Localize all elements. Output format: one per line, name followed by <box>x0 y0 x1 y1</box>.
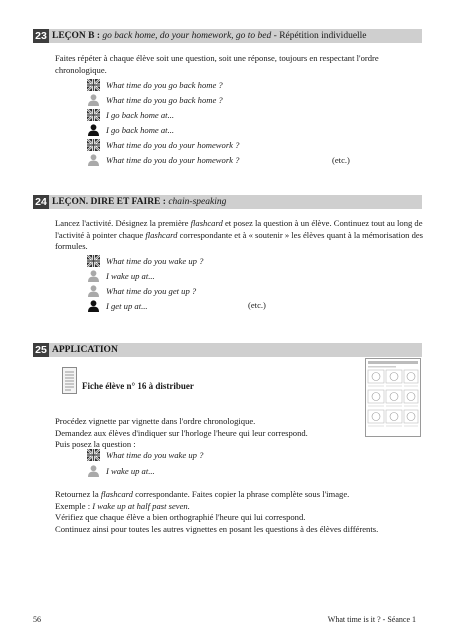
section-23-header <box>33 29 422 43</box>
section-25-procedure: Procédez vignette par vignette dans l'ordre chronologique. Demandez aux élèves d'indiquer sur l'horloge l'heure qui leur correspond. Puis posez la question : <box>55 416 308 449</box>
dialogue-line <box>87 138 239 152</box>
section-title: LEÇON B : go back home, do your homework, go to bed - Répétition individuelle <box>52 31 367 41</box>
dialogue-line <box>87 153 239 167</box>
section-25-follow-up: Retournez la flashcard correspondante. Faites copier la phrase complète sous l'image. Exemple : I wake up at half past seven. Vérifiez que chaque élève a bien orthographié l'heure qui lui correspond. Continuez ainsi pour toutes les autres vignettes en posant les questions à des élèves différents. <box>55 489 379 534</box>
dialogue-line <box>87 108 174 122</box>
dialogue-text: What time do you wake up ? <box>106 450 204 460</box>
dialogue-line <box>87 284 196 298</box>
dialogue-line <box>87 93 223 107</box>
grey-person-icon <box>87 270 100 282</box>
dialogue-text: What time do you go back home ? <box>106 95 223 105</box>
dialogue-text: What time do you do your homework ? <box>106 155 240 165</box>
black-person-icon <box>87 300 100 312</box>
page-number: 56 <box>33 615 41 624</box>
section-24-header <box>33 195 422 209</box>
dialogue-line <box>87 464 155 478</box>
dialogue-line <box>87 254 203 268</box>
section-title: APPLICATION <box>52 345 118 355</box>
dialogue-text: What time do you go back home ? <box>106 80 223 90</box>
black-person-icon <box>87 124 100 136</box>
section-title: LEÇON. DIRE ET FAIRE : chain-speaking <box>52 197 227 207</box>
dialogue-line <box>87 269 155 283</box>
dialogue-text: I get up at... <box>106 301 148 311</box>
dialogue-text: I wake up at... <box>106 466 155 476</box>
dialogue-line <box>87 299 148 313</box>
uk-flag-icon <box>87 79 100 91</box>
section-number: 24 <box>33 195 49 209</box>
dialogue-line <box>87 78 223 92</box>
grey-person-icon <box>87 94 100 106</box>
dialogue-text: I go back home at... <box>106 125 175 135</box>
etc-label: (etc.) <box>248 300 266 310</box>
grey-person-icon <box>87 154 100 166</box>
dialogue-text: What time do you get up ? <box>106 286 197 296</box>
uk-flag-icon <box>87 449 100 461</box>
dialogue-text: What time do you wake up ? <box>106 256 204 266</box>
dialogue-text: I go back home at... <box>106 110 175 120</box>
section-24-instruction: Lancez l'activité. Désignez la première flashcard et posez la question à un élève. Continuez tout au long de l'activité à pointer chaque flashcard correspondante et à « soutenir » les élèves quant à la mémorisation des formules. <box>55 218 424 251</box>
dialogue-text: I wake up at... <box>106 271 155 281</box>
etc-label: (etc.) <box>332 155 350 165</box>
uk-flag-icon <box>87 255 100 267</box>
section-25-header <box>33 343 422 357</box>
uk-flag-icon <box>87 139 100 151</box>
grey-person-icon <box>87 285 100 297</box>
section-number: 23 <box>33 29 49 43</box>
dialogue-line <box>87 123 174 137</box>
worksheet-icon <box>62 367 77 394</box>
section-number: 25 <box>33 343 49 357</box>
section-23-instruction: Faites répéter à chaque élève soit une question, soit une réponse, toujours en respectant l'ordre chronologique. <box>55 53 379 75</box>
grey-person-icon <box>87 465 100 477</box>
worksheet-label: Fiche élève n° 16 à distribuer <box>82 381 194 391</box>
running-title: What time is it ? - Séance 1 <box>327 615 416 624</box>
dialogue-text: What time do you do your homework ? <box>106 140 240 150</box>
uk-flag-icon <box>87 109 100 121</box>
dialogue-line <box>87 448 203 462</box>
